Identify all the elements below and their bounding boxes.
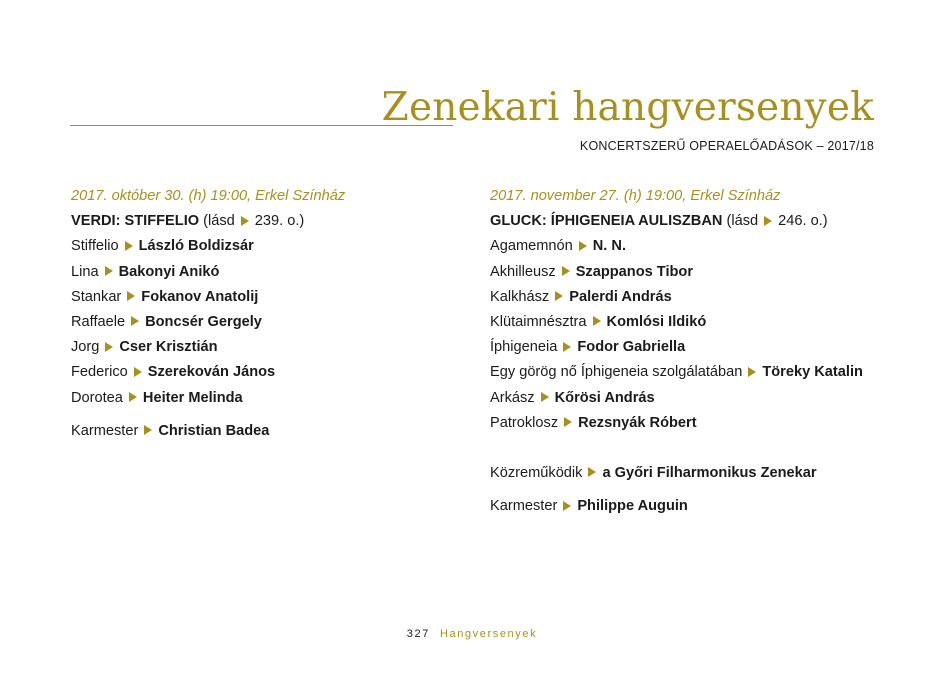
- cast-row: [490, 411, 863, 436]
- performer-name: Szappanos Tibor: [575, 263, 694, 280]
- cast-row: [71, 260, 345, 285]
- performer-name: László Boldizsár: [138, 238, 254, 255]
- performer-name: a Győri Filharmonikus Zenekar: [602, 464, 817, 481]
- performer-name: Kőrösi András: [554, 389, 655, 406]
- performer-name: Philippe Auguin: [577, 498, 688, 515]
- page-footer: [0, 627, 944, 641]
- triangle-right-icon: [241, 216, 249, 226]
- performer-name: N. N.: [592, 238, 626, 255]
- page-number: 327: [406, 628, 430, 640]
- role-name: Raffaele: [71, 313, 126, 330]
- performer-name: Heiter Melinda: [142, 389, 243, 406]
- cast-row: [71, 335, 345, 360]
- role-name: Karmester: [490, 498, 558, 515]
- triangle-right-icon: [105, 266, 113, 276]
- performer-name: Palerdi András: [569, 288, 672, 305]
- role-name: Klütaimnésztra: [490, 313, 587, 330]
- work-title: VERDI: STIFFELIO: [71, 213, 200, 230]
- work-line: [71, 209, 345, 234]
- role-name: Stiffelio: [71, 238, 119, 255]
- role-name: Agamemnón: [490, 238, 573, 255]
- triangle-right-icon: [541, 392, 549, 402]
- conductor-row: [490, 494, 863, 519]
- triangle-right-icon: [764, 216, 772, 226]
- event-stiffelio: [71, 184, 345, 444]
- cast-row: [490, 234, 863, 259]
- role-name: Lina: [71, 263, 99, 280]
- cast-row: [71, 386, 345, 411]
- role-name: Jorg: [71, 339, 100, 356]
- role-name: Patroklosz: [490, 414, 559, 431]
- triangle-right-icon: [134, 367, 142, 377]
- spacer: [490, 486, 863, 494]
- cast-row: [71, 285, 345, 310]
- cast-row: [490, 260, 863, 285]
- spacer: [490, 436, 863, 461]
- triangle-right-icon: [105, 342, 113, 352]
- role-name: Közreműködik: [490, 464, 583, 481]
- triangle-right-icon: [129, 392, 137, 402]
- triangle-right-icon: [144, 425, 152, 435]
- role-name: Stankar: [71, 288, 122, 305]
- triangle-right-icon: [125, 241, 133, 251]
- cast-row: [490, 335, 863, 360]
- event-date: 2017. október 30. (h) 19:00, Erkel Színház: [71, 188, 346, 204]
- triangle-right-icon: [131, 316, 139, 326]
- page-subtitle: KONCERTSZERŰ OPERAELŐADÁSOK – 2017/18: [579, 139, 874, 153]
- triangle-right-icon: [127, 291, 135, 301]
- role-name: Karmester: [71, 422, 139, 439]
- performer-name: Cser Krisztián: [119, 339, 218, 356]
- performer-name: Fokanov Anatolij: [141, 288, 259, 305]
- role-name: Íphigeneia: [490, 339, 558, 356]
- section-name: Hangversenyek: [439, 628, 538, 640]
- performer-name: Rezsnyák Róbert: [578, 414, 697, 431]
- triangle-right-icon: [748, 367, 756, 377]
- page-reference: 239. o.): [254, 213, 305, 230]
- performer-name: Boncsér Gergely: [145, 313, 262, 330]
- orchestra-row: [490, 461, 863, 486]
- triangle-right-icon: [593, 316, 601, 326]
- work-line: [490, 209, 863, 234]
- role-name: Egy görög nő Íphigeneia szolgálatában: [490, 364, 743, 381]
- event-iphigeneia: [490, 184, 863, 519]
- cast-row: [490, 360, 863, 385]
- role-name: Dorotea: [71, 389, 123, 406]
- page-title: Zenekari hangversenyek: [381, 85, 874, 130]
- see-label: (lásd: [199, 213, 235, 230]
- performer-name: Christian Badea: [158, 422, 270, 439]
- role-name: Federico: [71, 364, 128, 381]
- page-reference: 246. o.): [778, 213, 828, 230]
- work-title: GLUCK: ÍPHIGENEIA AULISZBAN: [490, 213, 723, 230]
- performer-name: Komlósi Ildikó: [606, 313, 707, 330]
- performer-name: Bakonyi Anikó: [118, 263, 220, 280]
- performer-name: Szerekován János: [147, 364, 276, 381]
- role-name: Akhilleusz: [490, 263, 556, 280]
- role-name: Kalkhász: [490, 288, 550, 305]
- cast-row: [71, 310, 345, 335]
- cast-row: [71, 234, 345, 259]
- triangle-right-icon: [562, 266, 570, 276]
- cast-row: [71, 360, 345, 385]
- performer-name: Töreky Katalin: [762, 364, 863, 381]
- triangle-right-icon: [563, 342, 571, 352]
- see-label: (lásd: [722, 213, 759, 230]
- spacer: [71, 411, 345, 419]
- event-date: 2017. november 27. (h) 19:00, Erkel Színház: [490, 188, 781, 204]
- performer-name: Fodor Gabriella: [577, 339, 686, 356]
- triangle-right-icon: [588, 467, 596, 477]
- triangle-right-icon: [555, 291, 563, 301]
- role-name: Arkász: [490, 389, 535, 406]
- triangle-right-icon: [563, 501, 571, 511]
- triangle-right-icon: [564, 417, 572, 427]
- cast-row: [490, 310, 863, 335]
- cast-row: [490, 285, 863, 310]
- conductor-row: [71, 419, 345, 444]
- triangle-right-icon: [579, 241, 587, 251]
- cast-row: [490, 386, 863, 411]
